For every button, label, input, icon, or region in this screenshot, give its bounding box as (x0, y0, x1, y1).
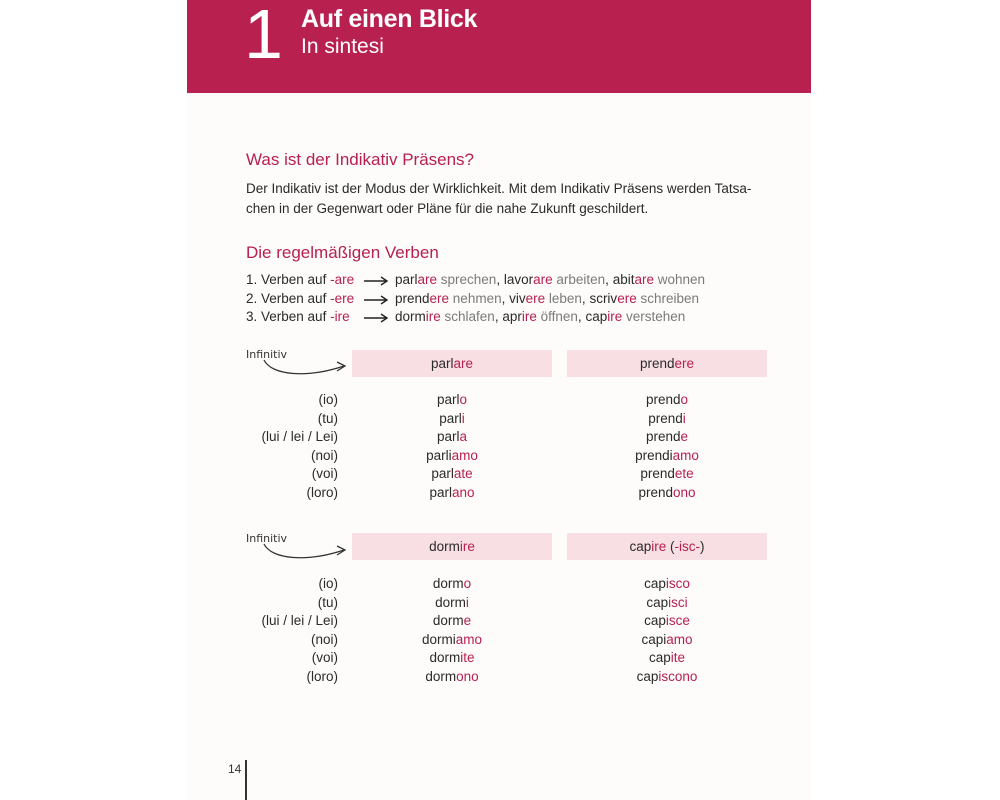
conjugation-form (352, 428, 552, 447)
conjugation-form (567, 410, 767, 429)
verb-form-part: dorm (425, 668, 457, 684)
section-heading-indikativ: Was ist der Indikativ Präsens? (246, 150, 475, 169)
example-separator: , (581, 290, 590, 306)
conjugation-form (567, 649, 767, 668)
example-verb-stem: prend (395, 290, 430, 306)
chapter-subtitle: In sintesi (301, 35, 384, 58)
verb-form-part: i (465, 594, 469, 610)
verb-class-suffix: -ire (330, 309, 350, 324)
example-translation: arbeiten (552, 272, 606, 287)
example-separator: , (577, 309, 586, 324)
table2-header-dormire (352, 533, 552, 560)
conjugation-form (352, 465, 552, 484)
intro-line-2: chen in der Gegenwart oder Pläne für die nahe Zukunft geschildert. (246, 201, 649, 216)
conjugation-form (352, 594, 552, 613)
example-separator: , (501, 290, 510, 306)
verb-form-part: o (680, 392, 689, 407)
verb-form-part: parl (430, 356, 454, 371)
example-translation: sprechen (437, 272, 497, 287)
conjugation-form (567, 575, 767, 594)
verb-form-part: dorm (435, 594, 466, 610)
verb-class-item (246, 271, 706, 290)
chapter-number: 1 (244, 0, 283, 73)
verb-form-part: amo (666, 631, 693, 647)
table2-header-capire (567, 533, 767, 560)
verb-form-part: iscono (658, 668, 698, 684)
verb-form-part: ( (666, 539, 675, 554)
verb-form-part: prend (640, 466, 675, 481)
verb-form-part: capi (641, 631, 667, 647)
pronoun: (noi) (310, 631, 338, 647)
table1-prendere-forms (567, 391, 767, 502)
verb-form-part: isce (665, 613, 690, 628)
table1-pronouns (240, 391, 338, 502)
table2-dormire-forms (352, 575, 552, 686)
verb-form-part: dorm (432, 576, 464, 591)
verb-form-part: cap (648, 650, 671, 665)
table2-pronouns (240, 575, 338, 686)
conjugation-form (567, 594, 767, 613)
verb-form-part: e (680, 429, 689, 444)
verb-form-part: are (453, 356, 474, 371)
example-verb-ending: ire (607, 309, 623, 324)
verb-form-part: prend (639, 356, 675, 371)
pronoun: (voi) (311, 650, 338, 665)
verb-form-part: -isc- (674, 539, 701, 554)
verb-class-suffix: -are (330, 272, 355, 287)
example-verb-ending: are (533, 272, 553, 287)
verb-class-label (246, 271, 360, 290)
verb-form-part: ete (674, 466, 694, 481)
verb-form-part: parl (439, 410, 462, 426)
example-verb-stem: lavor (503, 272, 534, 287)
example-translation: schlafen (440, 309, 495, 324)
chapter-title: Auf einen Blick (301, 5, 478, 33)
pronoun: (tu) (317, 410, 338, 426)
infinitiv-label: Infinitiv (246, 348, 288, 361)
pronoun: (loro) (306, 484, 338, 500)
example-verb-ending: ere (429, 290, 450, 306)
example-verb-ending: ere (617, 290, 637, 306)
intro-paragraph (246, 179, 766, 219)
conjugation-form (567, 631, 767, 650)
example-verb-stem: cap (585, 309, 608, 324)
verb-class-label-text: 2. Verben auf (246, 290, 331, 306)
example-translation: leben (545, 290, 582, 306)
conjugation-form (352, 447, 552, 466)
pronoun: (io) (318, 576, 338, 591)
verb-form-part: amo (451, 447, 478, 463)
verb-form-part: ono (673, 484, 696, 500)
verb-form-part: ire (651, 539, 667, 554)
verb-form-part: parli (426, 447, 452, 463)
example-verb-stem: abit (612, 272, 635, 287)
verb-form-part: parl (431, 466, 454, 481)
example-verb-ending: are (634, 272, 654, 287)
verb-form-part: prendi (635, 447, 673, 463)
verb-form-part: cap (646, 594, 669, 610)
verb-form-part: cap (644, 576, 666, 591)
example-translation: nehmen (449, 290, 502, 306)
example-separator: , (496, 272, 504, 287)
verb-form-part: prend (645, 392, 681, 407)
verb-examples (395, 290, 699, 309)
right-arrow-icon (362, 290, 390, 308)
example-translation: verstehen (622, 309, 686, 324)
verb-form-part: amo (455, 631, 483, 647)
section-heading-verben: Die regelmäßigen Verben (246, 243, 439, 262)
conjugation-form (567, 447, 767, 466)
intro-line-1: Der Indikativ ist der Modus der Wirklichkeit. Mit dem Indikativ Präsens werden Tatsa- (246, 181, 752, 196)
verb-form-part: prend (645, 429, 681, 444)
verb-examples (395, 308, 685, 327)
verb-form-part: parl (436, 392, 460, 407)
example-verb-stem: apr (502, 309, 522, 324)
conjugation-form (352, 575, 552, 594)
verb-form-part: ire (459, 539, 475, 554)
verb-form-part: ite (670, 650, 686, 665)
verb-class-suffix: -ere (330, 290, 355, 306)
conjugation-form (567, 668, 767, 687)
verb-form-part: prend (648, 410, 683, 426)
verb-class-label (246, 308, 360, 327)
infinitiv-arrow-icon-2 (258, 534, 350, 568)
conjugation-form (567, 428, 767, 447)
verb-form-part: ere (674, 356, 695, 371)
conjugation-form (352, 410, 552, 429)
verb-form-part: isco (665, 576, 690, 591)
table1-parlare-forms (352, 391, 552, 502)
conjugation-form (567, 484, 767, 503)
verb-form-part: ate (453, 466, 473, 481)
infinitiv-label-2: Infinitiv (246, 532, 288, 545)
verb-form-part: e (463, 613, 472, 628)
conjugation-form (352, 668, 552, 687)
pronoun: (tu) (317, 594, 338, 610)
example-verb-stem: scriv (589, 290, 618, 306)
example-translation: öffnen (536, 309, 578, 324)
conjugation-form (352, 391, 552, 410)
verb-form-part: o (459, 392, 468, 407)
table1-header-parlare (352, 350, 552, 377)
conjugation-form (352, 649, 552, 668)
verb-form-part: i (461, 410, 465, 426)
pronoun: (lui / lei / Lei) (261, 613, 338, 628)
verb-class-item (246, 290, 699, 309)
conjugation-form (352, 484, 552, 503)
table1-header-prendere (567, 350, 767, 377)
verb-form-part: amo (672, 447, 699, 463)
verb-form-part: isci (668, 594, 688, 610)
verb-examples (395, 271, 705, 290)
conjugation-form (567, 612, 767, 631)
right-arrow-icon (362, 271, 390, 289)
verb-form-part: ite (460, 650, 475, 665)
example-verb-stem: viv (509, 290, 526, 306)
page-number-rule (245, 760, 247, 800)
verb-form-part: i (682, 410, 686, 426)
example-separator: , (605, 272, 613, 287)
verb-form-part: dorm (429, 650, 461, 665)
example-verb-stem: dorm (395, 309, 426, 324)
table2-capire-forms (567, 575, 767, 686)
verb-form-part: ) (700, 539, 705, 554)
pronoun: (voi) (311, 466, 338, 481)
conjugation-form (352, 612, 552, 631)
verb-class-label-text: 3. Verben auf (246, 309, 331, 324)
verb-form-part: cap (629, 539, 652, 554)
example-verb-stem: parl (395, 272, 418, 287)
verb-form-part: parl (429, 484, 452, 500)
pronoun: (lui / lei / Lei) (261, 429, 338, 444)
verb-form-part: dorm (432, 613, 464, 628)
example-verb-ending: ere (525, 290, 546, 306)
verb-form-part: dorm (429, 539, 460, 554)
verb-class-label (246, 290, 360, 309)
verb-form-part: ono (456, 668, 479, 684)
pronoun: (io) (318, 392, 338, 407)
verb-form-part: o (463, 576, 472, 591)
example-verb-ending: are (417, 272, 438, 287)
verb-form-part: prend (638, 484, 673, 500)
conjugation-form (567, 391, 767, 410)
verb-class-list (246, 271, 706, 327)
verb-form-part: a (459, 429, 468, 444)
right-arrow-icon (362, 308, 390, 326)
page-number: 14 (228, 762, 242, 776)
example-translation: wohnen (653, 272, 706, 287)
example-verb-ending: ire (521, 309, 537, 324)
pronoun: (noi) (310, 447, 338, 463)
verb-form-part: dormi (421, 631, 456, 647)
verb-form-part: parl (436, 429, 460, 444)
conjugation-form (352, 631, 552, 650)
example-translation: schreiben (636, 290, 699, 306)
example-verb-ending: ire (425, 309, 441, 324)
verb-form-part: ano (451, 484, 475, 500)
conjugation-form (567, 465, 767, 484)
verb-class-item (246, 308, 686, 327)
pronoun: (loro) (306, 668, 338, 684)
verb-form-part: cap (644, 613, 666, 628)
example-separator: , (494, 309, 503, 324)
infinitiv-arrow-icon (258, 350, 350, 384)
verb-form-part: cap (636, 668, 659, 684)
verb-class-label-text: 1. Verben auf (246, 272, 331, 287)
